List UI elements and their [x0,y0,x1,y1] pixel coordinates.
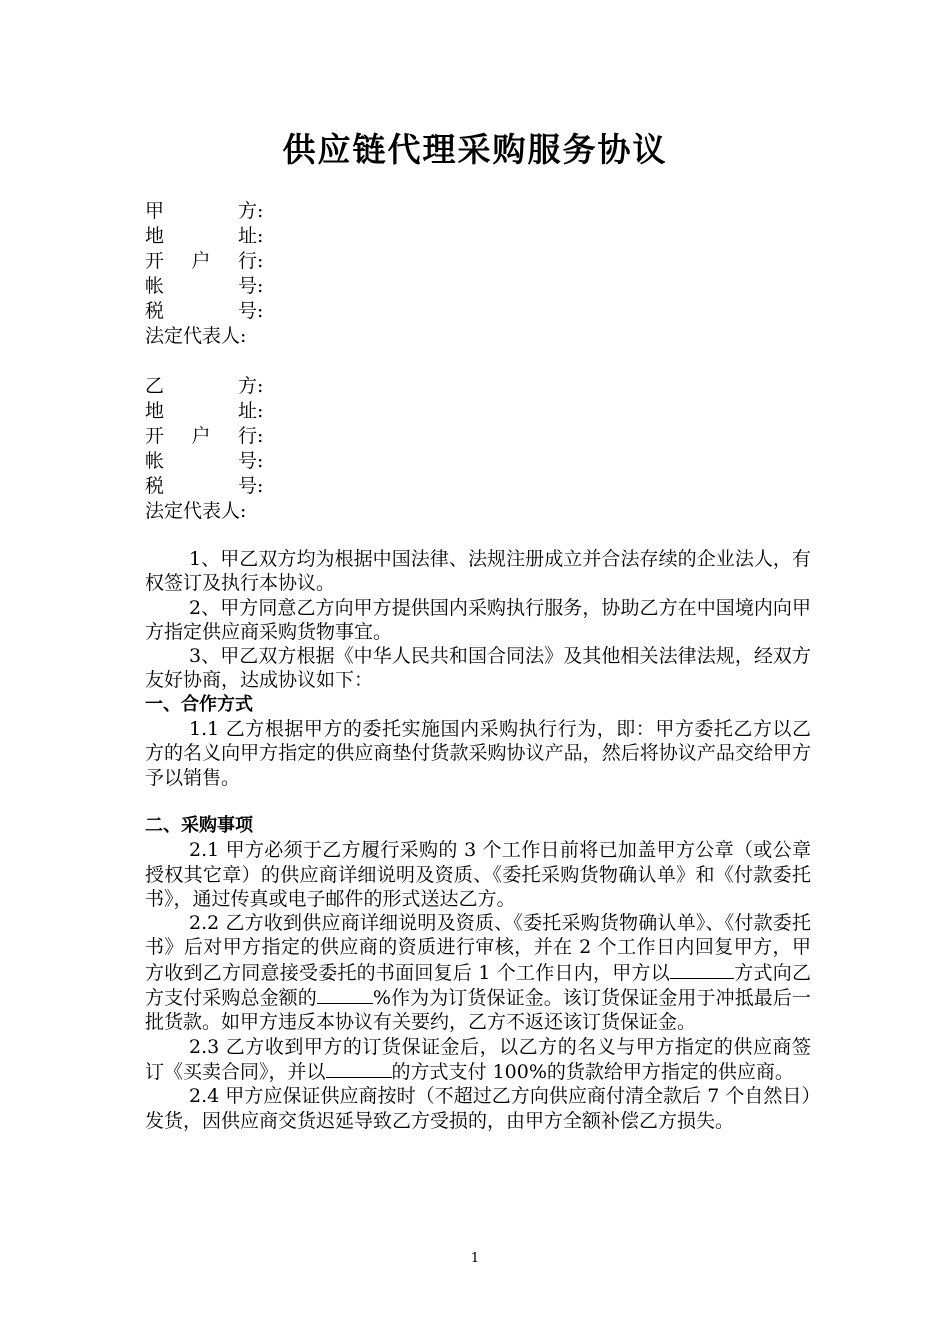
field-label: 地 址 [145,400,257,422]
party-a-account-row: 帐 号 : [145,275,264,297]
party-a-address-row: 地 址 : [145,225,264,247]
party-a-rep-row: 法定代表人 : [145,325,247,347]
field-label: 税 号 [145,475,257,497]
field-label: 地 址 [145,225,257,247]
field-label: 开 户 行 [145,425,257,447]
spacer [145,790,811,814]
party-a-block [145,199,263,349]
field-label: 乙 方 [145,375,257,397]
preamble-1: 1、甲乙双方均为根据中国法律、法规注册成立并合法存续的企业法人，有权签订及执行本协议。 [145,548,811,595]
party-b-name-row: 乙 方 : [145,375,264,397]
field-label: 法定代表人 [145,325,241,347]
payment-method-blank[interactable] [670,960,734,979]
preamble-3: 3、甲乙双方根据《中华人民共和国合同法》及其他相关法律法规，经双方友好协商，达成协议如下： [145,645,811,692]
page-number: 1 [470,1251,480,1266]
party-a-name-row: 甲 方 : [145,200,264,222]
party-b-account-row: 帐 号 : [145,450,264,472]
party-a-tax-row: 税 号 : [145,300,264,322]
party-b-block [145,374,263,524]
field-label: 法定代表人 [145,500,241,522]
field-label: 帐 号 [145,275,257,297]
party-b-bank-row: 开 户 行 : [145,425,264,447]
preamble-2: 2、甲方同意乙方向甲方提供国内采购执行服务，协助乙方在中国境内向甲方指定供应商采购货物事宜。 [145,596,811,643]
document-title: 供应链代理采购服务协议 [282,130,668,169]
section-2-heading: 二、采购事项 [145,814,253,836]
party-b-rep-row: 法定代表人 : [145,500,247,522]
field-label: 帐 号 [145,450,257,472]
party-a-bank-row: 开 户 行 : [145,250,264,272]
agreement-body [145,547,811,1133]
clause-2-1: 2.1 甲方必须于乙方履行采购的 3 个工作日前将已加盖甲方公章（或公章授权其它章）的供应商详细说明及资质、《委托采购货物确认单》和《付款委托书》，通过传真或电子邮件的形式送达乙方。 [145,839,811,910]
deposit-percent-blank[interactable] [317,985,373,1004]
clause-2-3: 2.3 乙方收到甲方的订货保证金后，以乙方的名义与甲方指定的供应商签订《买卖合同》，并以 的方式支付 100%的货款给甲方指定的供应商。 [145,1035,811,1083]
clause-2-2: 2.2 乙方收到供应商详细说明及资质、《委托采购货物确认单》、《付款委托书》后对甲方指定的供应商的资质进行审核，并在 2 个工作日内回复甲方，甲方收到乙方同意接受委托的书面回复后 1 个工作日内，甲方以 方式向乙方支付采购总金额的 %作为为订货保证金。该订货保证金用于冲抵最后一批货款。如甲方违反本协议有关要约，乙方不返还该订货保证金。 [145,912,811,1034]
clause-2-4: 2.4 甲方应保证供应商按时（不超过乙方向供应商付清全款后 7 个自然日）发货，因供应商交货迟延导致乙方受损的，由甲方全额补偿乙方损失。 [145,1085,811,1132]
field-label: 甲 方 [145,200,257,222]
party-b-tax-row: 税 号 : [145,475,264,497]
payment-method-blank-2[interactable] [326,1059,392,1078]
field-label: 开 户 行 [145,250,257,272]
field-label: 税 号 [145,300,257,322]
party-b-address-row: 地 址 : [145,400,264,422]
clause-1-1: 1.1 乙方根据甲方的委托实施国内采购执行行为，即：甲方委托乙方以乙方的名义向甲方指定的供应商垫付货款采购协议产品，然后将协议产品交给甲方予以销售。 [145,718,811,789]
section-1-heading: 一、合作方式 [145,693,253,715]
